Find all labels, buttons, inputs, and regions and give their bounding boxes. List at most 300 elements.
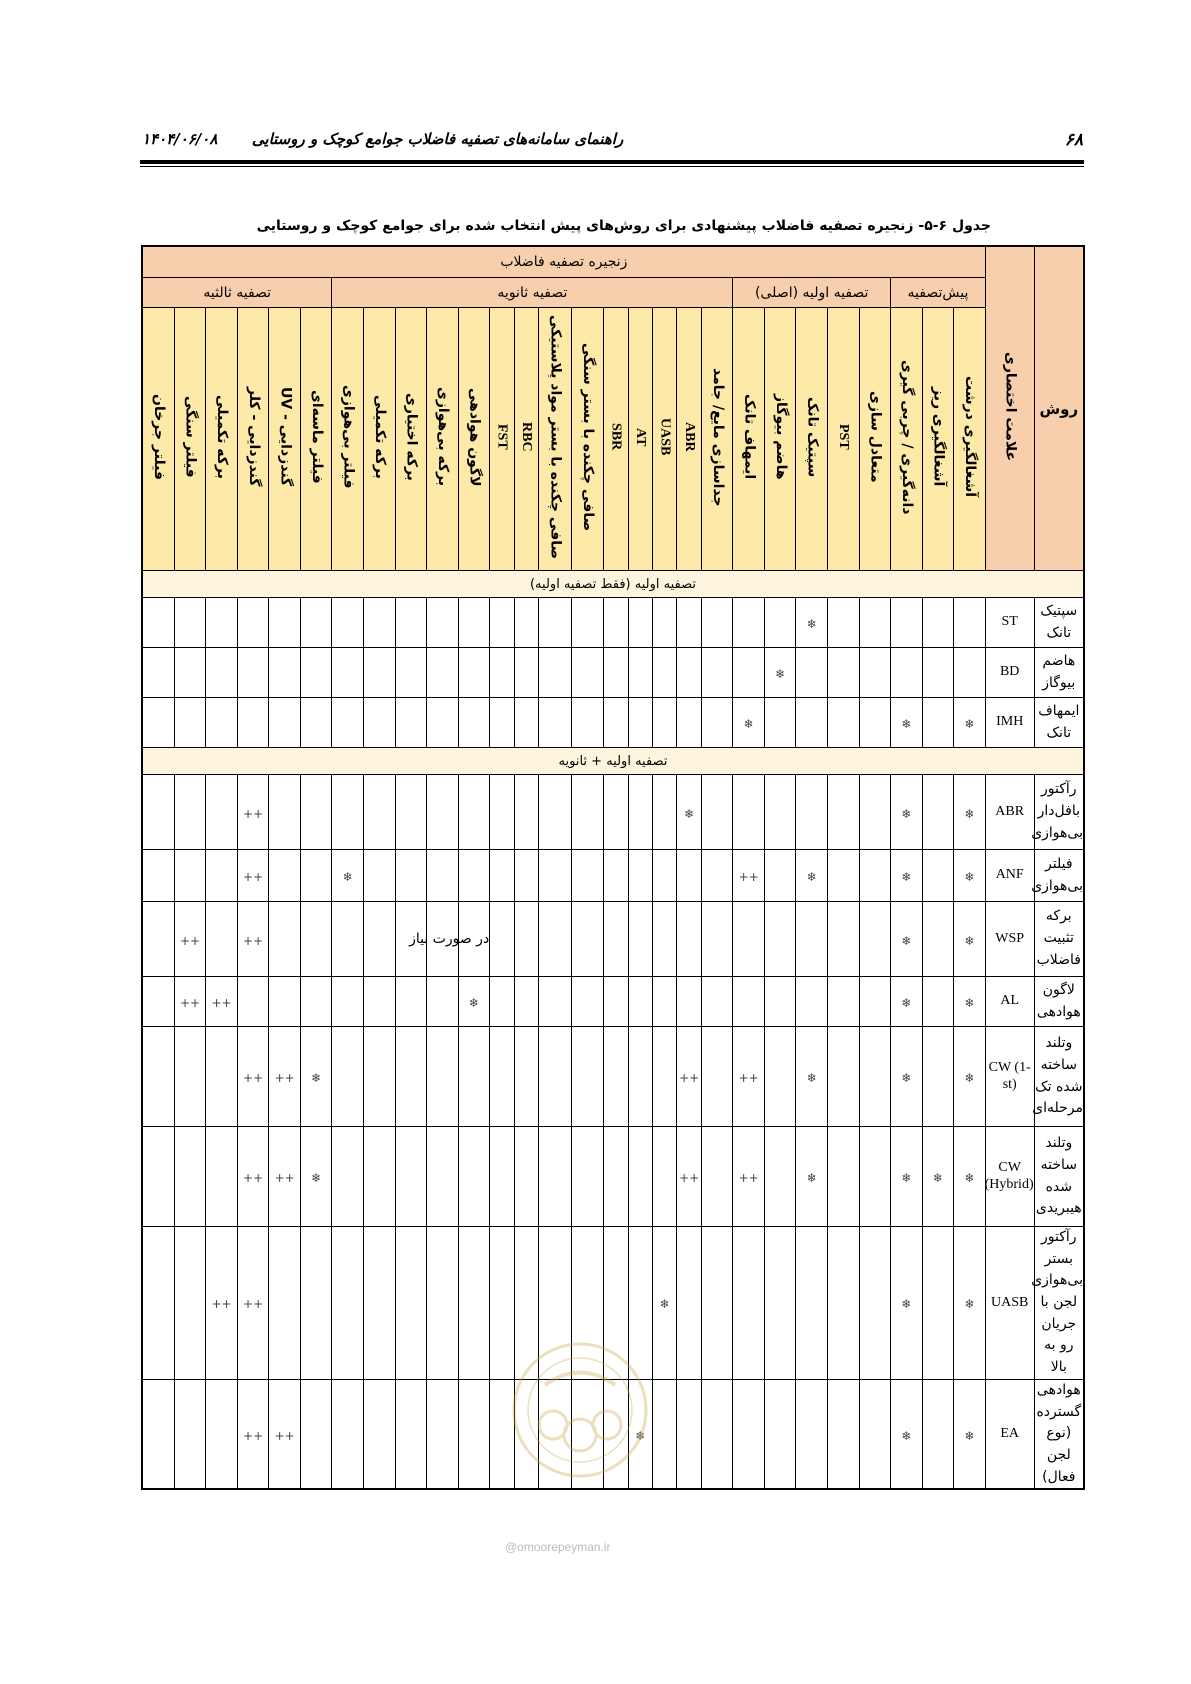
- mark-cell: [701, 1127, 733, 1227]
- mark-cell: [174, 648, 206, 698]
- star-mark: ❄: [775, 667, 786, 681]
- method-cell: فیلتر بی‌هوازی: [1034, 850, 1084, 902]
- mark-cell: [332, 1027, 364, 1127]
- mark-cell: [142, 850, 174, 902]
- star-mark: ❄: [901, 933, 912, 948]
- mark-cell: [701, 1027, 733, 1127]
- mark-cell: [891, 1127, 923, 1227]
- mark-cell: [206, 1379, 238, 1489]
- mark-cell: [300, 977, 332, 1027]
- mark-cell: [628, 1127, 652, 1227]
- mark-cell: [604, 1027, 628, 1127]
- mark-cell: [174, 977, 206, 1027]
- mark-cell: [764, 598, 796, 648]
- mark-cell: [364, 1127, 396, 1227]
- mark-cell: [174, 1027, 206, 1127]
- mark-cell: [539, 1127, 572, 1227]
- mark-cell: [571, 977, 604, 1027]
- column-header: فیلتر ماسه‌ای: [300, 308, 332, 571]
- mark-cell: [571, 850, 604, 902]
- mark-cell: [733, 698, 765, 748]
- mark-cell: [539, 850, 572, 902]
- mark-cell: [142, 648, 174, 698]
- column-header: آشغالگیری درشت: [954, 308, 986, 571]
- mark-cell: [458, 977, 490, 1027]
- abbr-cell: ANF: [985, 850, 1034, 902]
- mark-cell: [733, 648, 765, 698]
- mark-cell: [677, 648, 701, 698]
- plus-mark: ++: [243, 1428, 264, 1443]
- mark-cell: [677, 977, 701, 1027]
- plus-mark: ++: [738, 1071, 759, 1085]
- mark-cell: [237, 902, 269, 977]
- mark-cell: [922, 850, 954, 902]
- column-header: RBC: [514, 308, 538, 571]
- star-mark: ❄: [964, 1171, 975, 1185]
- mark-cell: [733, 1127, 765, 1227]
- mark-cell: [764, 902, 796, 977]
- mark-cell: [269, 1379, 301, 1489]
- mark-cell: [764, 850, 796, 902]
- column-header: دانه‌گیری / چربی گیری: [891, 308, 923, 571]
- page-number: ۶۸: [1064, 130, 1083, 150]
- abbr-cell: IMH: [985, 698, 1034, 748]
- column-header: گندزدایی - UV: [269, 308, 301, 571]
- star-mark: ❄: [635, 1428, 646, 1443]
- plus-mark: ++: [243, 1071, 264, 1085]
- column-header: گندزدایی - کلر: [237, 308, 269, 571]
- group-primary: تصفیه اولیه (اصلی): [733, 278, 891, 308]
- plus-mark: ++: [243, 870, 264, 884]
- mark-cell: [237, 1127, 269, 1227]
- mark-cell: [332, 698, 364, 748]
- star-mark: ❄: [901, 1171, 912, 1185]
- mark-cell: [142, 775, 174, 850]
- mark-cell: [796, 698, 828, 748]
- chain-title: زنجیره تصفیه فاضلاب: [142, 246, 985, 278]
- mark-cell: [332, 902, 364, 977]
- mark-cell: [427, 698, 459, 748]
- mark-cell: [891, 977, 923, 1027]
- table-row: [142, 775, 1084, 850]
- mark-cell: [364, 598, 396, 648]
- mark-cell: [364, 902, 396, 977]
- mark-cell: [427, 598, 459, 648]
- column-header: ABR: [677, 308, 701, 571]
- mark-cell: [828, 598, 860, 648]
- mark-cell: [922, 1379, 954, 1489]
- mark-cell: [628, 698, 652, 748]
- mark-cell: [796, 1027, 828, 1127]
- mark-cell: [677, 775, 701, 850]
- star-mark: ❄: [964, 870, 975, 884]
- mark-cell: [571, 1127, 604, 1227]
- header-rule-thin: [140, 166, 1084, 167]
- column-header: برکه تکمیلی: [364, 308, 396, 571]
- mark-cell: [174, 1227, 206, 1380]
- abbr-cell: WSP: [985, 902, 1034, 977]
- mark-cell: [828, 1379, 860, 1489]
- mark-cell: [733, 598, 765, 648]
- column-header: فیلتر بی‌هوازی: [332, 308, 364, 571]
- mark-cell: [604, 648, 628, 698]
- mark-cell: [206, 1127, 238, 1227]
- mark-cell: [269, 648, 301, 698]
- mark-cell: [604, 775, 628, 850]
- mark-cell: [237, 775, 269, 850]
- plus-mark: ++: [679, 1171, 700, 1185]
- method-cell: ایمهاف تانک: [1034, 698, 1084, 748]
- mark-cell: [206, 850, 238, 902]
- mark-cell: [174, 598, 206, 648]
- star-mark: ❄: [932, 1171, 943, 1185]
- star-mark: ❄: [806, 617, 817, 631]
- mark-cell: [206, 648, 238, 698]
- mark-cell: [427, 648, 459, 698]
- mark-cell: [427, 1127, 459, 1227]
- mark-cell: [653, 850, 677, 902]
- mark-cell: [539, 902, 572, 977]
- mark-cell: [922, 598, 954, 648]
- mark-cell: [891, 648, 923, 698]
- mark-cell: [427, 1379, 459, 1489]
- mark-cell: [677, 1379, 701, 1489]
- mark-cell: [733, 1027, 765, 1127]
- mark-cell: [677, 698, 701, 748]
- mark-cell: [206, 775, 238, 850]
- mark-cell: [828, 850, 860, 902]
- mark-cell: [237, 977, 269, 1027]
- mark-cell: [628, 902, 652, 977]
- group-tertiary: تصفیه ثالثیه: [142, 278, 332, 308]
- mark-cell: [300, 648, 332, 698]
- mark-cell: [701, 1379, 733, 1489]
- mark-cell: [828, 1027, 860, 1127]
- mark-cell: [237, 648, 269, 698]
- star-mark: ❄: [806, 1071, 817, 1085]
- header-title: راهنمای سامانه‌های تصفیه فاضلاب جوامع کوچک و روستایی: [251, 130, 624, 148]
- mark-cell: [395, 775, 427, 850]
- mark-cell: [677, 902, 701, 977]
- group-secondary: تصفیه ثانویه: [332, 278, 733, 308]
- mark-cell: [764, 1127, 796, 1227]
- mark-cell: [604, 698, 628, 748]
- mark-cell: [490, 775, 514, 850]
- mark-cell: [490, 598, 514, 648]
- mark-cell: [653, 598, 677, 648]
- mark-cell: [364, 775, 396, 850]
- mark-cell: [859, 598, 891, 648]
- star-mark: ❄: [806, 1171, 817, 1185]
- mark-cell: [922, 775, 954, 850]
- mark-cell: [891, 598, 923, 648]
- section-title: تصفیه اولیه (فقط تصفیه اولیه): [142, 571, 1084, 598]
- mark-cell: [332, 977, 364, 1027]
- mark-cell: [364, 1227, 396, 1380]
- mark-cell: [733, 1227, 765, 1380]
- mark-cell: [174, 1379, 206, 1489]
- mark-cell: [364, 1379, 396, 1489]
- star-mark: ❄: [964, 1428, 975, 1443]
- mark-cell: [796, 977, 828, 1027]
- mark-cell: [954, 1379, 986, 1489]
- mark-cell: [653, 698, 677, 748]
- mark-cell: [922, 698, 954, 748]
- column-header: برکه تکمیلی: [206, 308, 238, 571]
- mark-cell: [859, 1027, 891, 1127]
- mark-cell: [954, 902, 986, 977]
- mark-cell: [269, 1027, 301, 1127]
- table-caption: جدول ۶-۵- زنجیره تصفیه فاضلاب پیشنهادی برای روش‌های پیش انتخاب شده برای جوامع کوچک و روستایی: [256, 218, 991, 234]
- mark-cell: [300, 850, 332, 902]
- mark-cell: [206, 977, 238, 1027]
- watermark-logo: [505, 1340, 655, 1480]
- section-title: تصفیه اولیه + ثانویه: [142, 748, 1084, 775]
- mark-cell: [653, 1027, 677, 1127]
- treatment-chain-table: [141, 245, 1085, 1490]
- method-cell: برکه تثبیت فاضلاب: [1034, 902, 1084, 977]
- star-mark: ❄: [311, 1171, 322, 1185]
- mark-cell: [571, 902, 604, 977]
- column-header: FST: [490, 308, 514, 571]
- star-mark: ❄: [901, 1071, 912, 1085]
- column-header: لاگون هوادهی: [458, 308, 490, 571]
- group-pre: پیش‌تصفیه: [891, 278, 986, 308]
- mark-cell: [514, 598, 538, 648]
- star-mark: ❄: [964, 806, 975, 821]
- method-cell: رآکتور بافل‌دار بی‌هوازی: [1034, 775, 1084, 850]
- mark-cell: [490, 977, 514, 1027]
- watermark-url: @omoorepeyman.ir: [505, 1540, 611, 1554]
- mark-cell: [922, 1027, 954, 1127]
- mark-cell: [571, 698, 604, 748]
- mark-cell: [796, 1379, 828, 1489]
- mark-cell: [764, 1227, 796, 1380]
- mark-cell: [458, 850, 490, 902]
- method-cell: لاگون هوادهی: [1034, 977, 1084, 1027]
- mark-cell: [859, 977, 891, 1027]
- mark-cell: [458, 698, 490, 748]
- mark-cell: [733, 902, 765, 977]
- mark-cell: [458, 1379, 490, 1489]
- mark-cell: [427, 775, 459, 850]
- mark-cell: [395, 1227, 427, 1380]
- method-cell: هاضم بیوگاز: [1034, 648, 1084, 698]
- mark-cell: [332, 775, 364, 850]
- mark-cell: [142, 1379, 174, 1489]
- mark-cell: [954, 775, 986, 850]
- column-header: ایمهاف تانک: [733, 308, 765, 571]
- mark-cell: [828, 1227, 860, 1380]
- star-mark: ❄: [659, 1297, 670, 1312]
- plus-mark: ++: [179, 996, 201, 1010]
- mark-cell: [514, 902, 538, 977]
- mark-cell: [653, 1227, 677, 1380]
- mark-cell: [891, 850, 923, 902]
- table-row: [142, 1027, 1084, 1127]
- star-mark: ❄: [468, 996, 479, 1010]
- mark-cell: [828, 977, 860, 1027]
- mark-cell: [701, 598, 733, 648]
- mark-cell: [891, 698, 923, 748]
- mark-cell: [954, 1227, 986, 1380]
- mark-cell: [677, 1127, 701, 1227]
- mark-cell: [237, 598, 269, 648]
- mark-cell: [269, 977, 301, 1027]
- mark-cell: [828, 648, 860, 698]
- mark-cell: [206, 1027, 238, 1127]
- mark-cell: [300, 1379, 332, 1489]
- mark-cell: [859, 1227, 891, 1380]
- mark-cell: [514, 1027, 538, 1127]
- mark-cell: [796, 1227, 828, 1380]
- mark-cell: [764, 775, 796, 850]
- mark-cell: [604, 598, 628, 648]
- mark-cell: [828, 1127, 860, 1227]
- column-header: UASB: [653, 308, 677, 571]
- mark-cell: [206, 598, 238, 648]
- mark-cell: [796, 598, 828, 648]
- mark-cell: [604, 850, 628, 902]
- plus-mark: ++: [211, 1297, 232, 1312]
- plus-mark: ++: [243, 806, 264, 821]
- mark-cell: [733, 1379, 765, 1489]
- mark-cell: [269, 902, 301, 977]
- col-method-header: روش: [1034, 246, 1084, 571]
- mark-cell: [628, 598, 652, 648]
- mark-cell: [458, 1227, 490, 1380]
- star-mark: ❄: [901, 717, 912, 731]
- mark-cell: [490, 698, 514, 748]
- mark-cell: [332, 1127, 364, 1227]
- header-rule-thick: [140, 160, 1084, 164]
- star-mark: ❄: [806, 870, 817, 884]
- mark-cell: [701, 698, 733, 748]
- mark-cell: [300, 902, 332, 977]
- mark-cell: [514, 698, 538, 748]
- plus-mark: ++: [274, 1171, 295, 1185]
- star-mark: ❄: [901, 996, 912, 1010]
- mark-cell: [206, 698, 238, 748]
- mark-cell: [206, 902, 238, 977]
- abbr-cell: CW (Hybrid): [985, 1127, 1034, 1227]
- mark-cell: [490, 850, 514, 902]
- mark-cell: [733, 977, 765, 1027]
- column-header: فیلتر سنگی: [174, 308, 206, 571]
- mark-cell: [571, 648, 604, 698]
- mark-cell: [954, 698, 986, 748]
- mark-cell: [796, 1127, 828, 1227]
- mark-cell: [701, 977, 733, 1027]
- mark-cell: [490, 1027, 514, 1127]
- mark-cell: [677, 1227, 701, 1380]
- plus-mark: ++: [243, 933, 264, 948]
- column-header: PST: [828, 308, 860, 571]
- mark-cell: [828, 902, 860, 977]
- mark-cell: [764, 1379, 796, 1489]
- mark-cell: [653, 1379, 677, 1489]
- star-mark: ❄: [964, 717, 975, 731]
- mark-cell: [954, 598, 986, 648]
- mark-cell: [174, 1127, 206, 1227]
- mark-cell: [653, 775, 677, 850]
- mark-cell: [539, 1027, 572, 1127]
- mark-cell: [677, 1027, 701, 1127]
- mark-cell: [142, 1027, 174, 1127]
- mark-cell: [571, 1027, 604, 1127]
- mark-cell: [269, 1227, 301, 1380]
- abbr-cell: CW (1-st): [985, 1027, 1034, 1127]
- column-header: متعادل سازی: [859, 308, 891, 571]
- mark-cell: [571, 598, 604, 648]
- mark-cell: [891, 1379, 923, 1489]
- table-row: [142, 698, 1084, 748]
- mark-cell: [174, 902, 206, 977]
- mark-cell: [701, 902, 733, 977]
- table-row: [142, 902, 1084, 977]
- mark-cell: [922, 648, 954, 698]
- mark-cell: [269, 1127, 301, 1227]
- mark-cell: [514, 775, 538, 850]
- mark-cell: [458, 648, 490, 698]
- mark-cell: [604, 977, 628, 1027]
- mark-cell: [733, 850, 765, 902]
- mark-cell: [142, 698, 174, 748]
- mark-cell: [796, 850, 828, 902]
- method-cell: رآکتور بستر بی‌هوازی لجن با جریان رو به بالا: [1034, 1227, 1084, 1380]
- mark-cell: [604, 902, 628, 977]
- mark-cell: [628, 775, 652, 850]
- mark-cell: [764, 977, 796, 1027]
- plus-mark: ++: [179, 933, 201, 948]
- plus-mark: ++: [211, 996, 232, 1010]
- abbr-cell: UASB: [985, 1227, 1034, 1380]
- mark-cell: [174, 775, 206, 850]
- plus-mark: ++: [274, 1428, 295, 1443]
- mark-cell: [269, 775, 301, 850]
- mark-cell: [332, 1227, 364, 1380]
- star-mark: ❄: [342, 870, 353, 884]
- mark-cell: [859, 902, 891, 977]
- mark-cell: [206, 1227, 238, 1380]
- mark-cell: [571, 775, 604, 850]
- mark-cell: [395, 698, 427, 748]
- mark-cell: [677, 598, 701, 648]
- star-mark: ❄: [964, 933, 975, 948]
- mark-cell: [269, 598, 301, 648]
- column-header: سپتیک تانک: [796, 308, 828, 571]
- abbr-cell: ST: [985, 598, 1034, 648]
- method-cell: وتلند ساخته شده تک مرحله‌ای: [1034, 1027, 1084, 1127]
- mark-cell: [954, 1027, 986, 1127]
- mark-cell: [237, 1379, 269, 1489]
- mark-cell: [701, 648, 733, 698]
- table-row: [142, 648, 1084, 698]
- mark-cell: [300, 775, 332, 850]
- plus-mark: ++: [738, 1171, 759, 1185]
- mark-cell: [859, 648, 891, 698]
- mark-cell: [701, 775, 733, 850]
- mark-cell: [364, 977, 396, 1027]
- mark-cell: [796, 902, 828, 977]
- method-cell: وتلند ساخته شده هیبریدی: [1034, 1127, 1084, 1227]
- star-mark: ❄: [311, 1071, 322, 1085]
- mark-cell: [490, 648, 514, 698]
- mark-cell: [653, 977, 677, 1027]
- mark-cell: [174, 698, 206, 748]
- mark-cell: [628, 1027, 652, 1127]
- mark-cell: [653, 1127, 677, 1227]
